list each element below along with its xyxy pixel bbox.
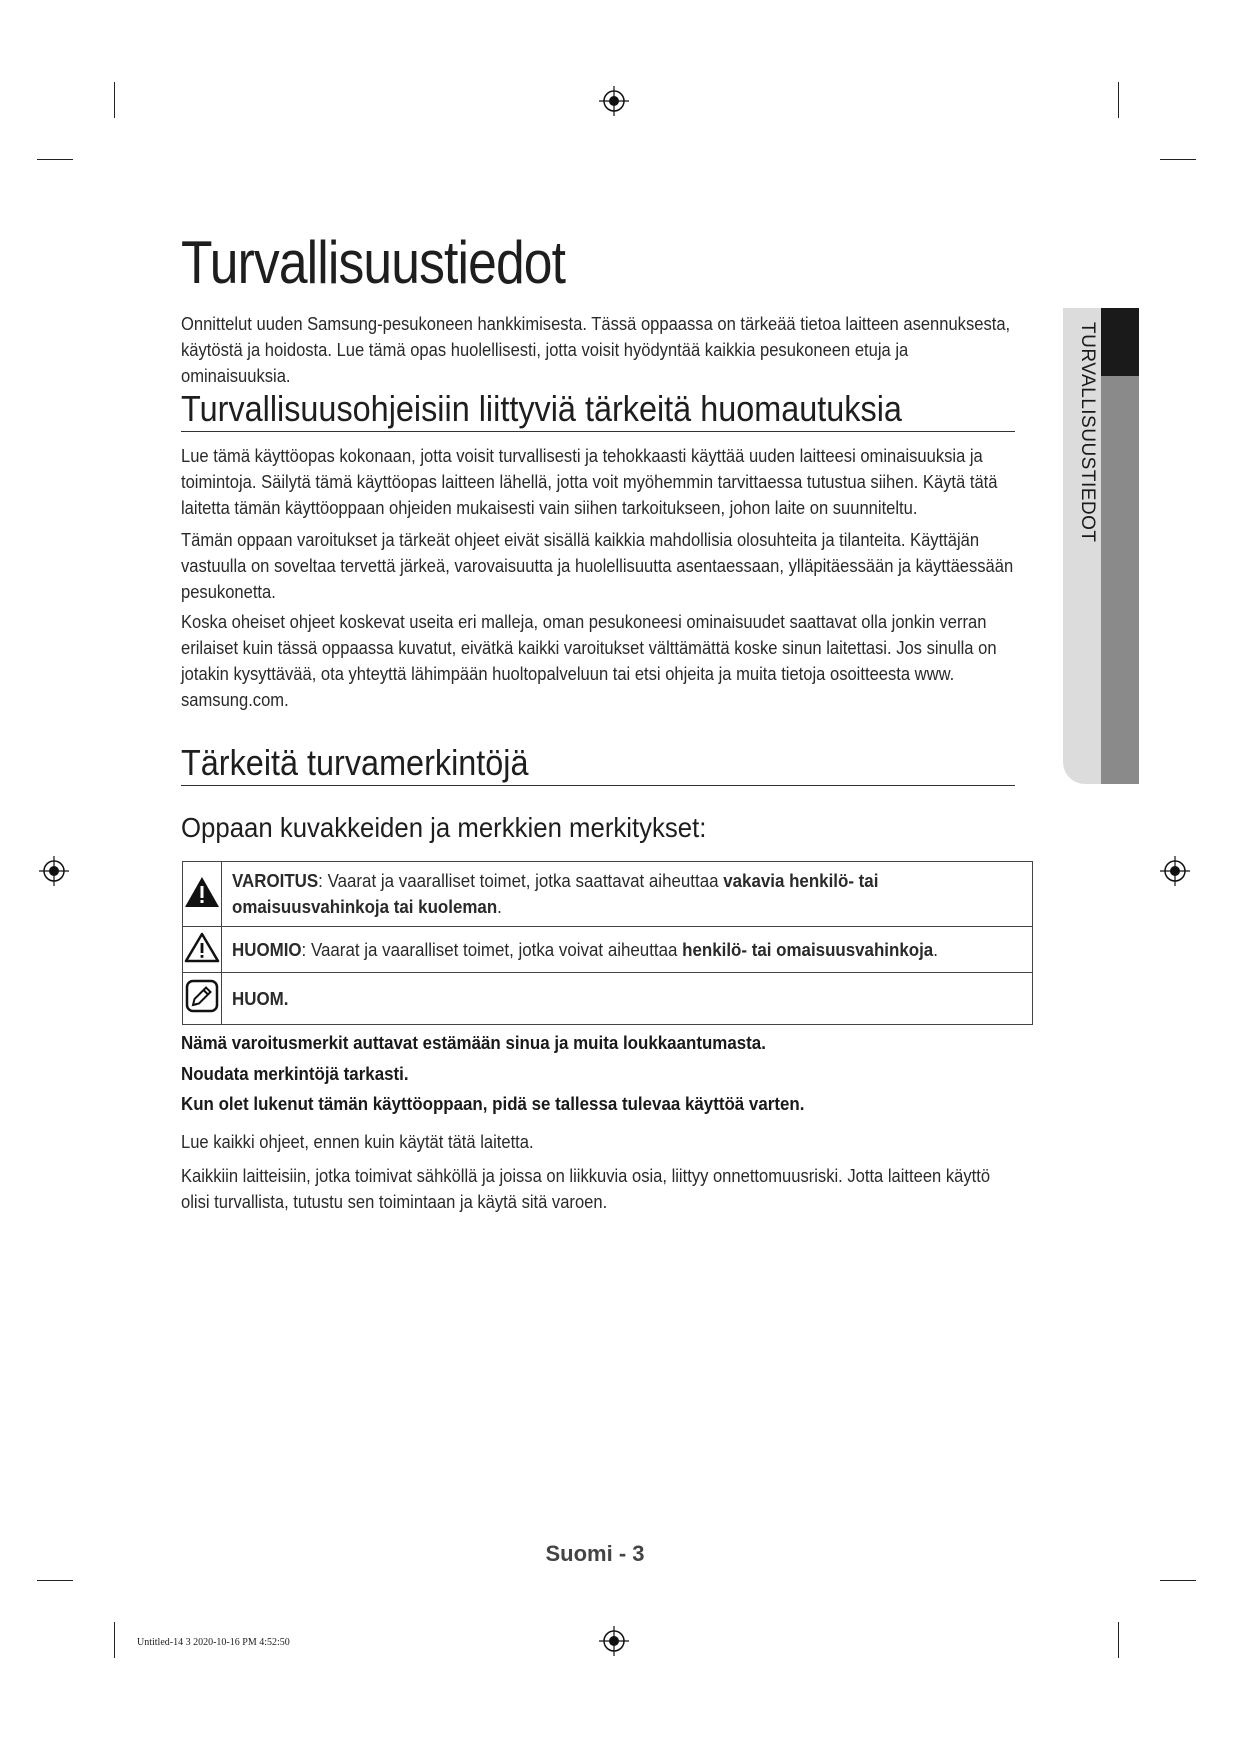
bold-notice: Noudata merkintöjä tarkasti. [181, 1064, 409, 1084]
caution-term: HUOMIO [232, 939, 302, 960]
subheading-symbol-meanings: Oppaan kuvakkeiden ja merkkien merkitykset: [181, 812, 707, 843]
registration-mark-icon [599, 1626, 629, 1656]
registration-mark-icon [1160, 856, 1190, 886]
caution-strong-text: henkilö- tai omaisuusvahinkoja [682, 939, 934, 960]
page-number: Suomi - 3 [545, 1541, 645, 1566]
print-slug: Untitled-14 3 2020-10-16 PM 4:52:50 [137, 1637, 290, 1648]
section-heading-important-notes: Turvallisuusohjeisiin liittyviä tärkeitä huomautuksia [181, 387, 1015, 432]
warning-end: . [497, 897, 502, 917]
paragraph: Tämän oppaan varoitukset ja tärkeät ohjeet eivät sisällä kaikkia mahdollisia olosuhteita ja tilanteita. Käyttäjän vastuulla on soveltaa tervettä järkeä, varovaisuutta ja huolellisuutta asentaessaan, ylläpitäessään ja käyttäessään pesukonetta. [181, 530, 1014, 602]
intro-paragraph: Onnittelut uuden Samsung-pesukoneen hankkimisesta. Tässä oppaassa on tärkeää tietoa laitteen asennuksesta, käytöstä ja hoidosta. Lue tämä opas huolellisesti, jotta voisit hyödyntää kaikkia pesukoneen etuja ja ominaisuuksia. [181, 314, 1011, 386]
paragraph: Lue kaikki ohjeet, ennen kuin käytät tätä laitetta. [181, 1132, 534, 1152]
crop-mark [1160, 1580, 1196, 1581]
paragraph: Lue tämä käyttöopas kokonaan, jotta voisit turvallisesti ja tehokkaasti käyttää uuden laitteesi ominaisuuksia ja toimintoja. Säilytä tämä käyttöopas laitteen lähellä, jotta voit myöhemmin tarvittaessa tutustua siihen. Käytä tätä laitetta tämän käyttöoppaan ohjeiden mukaisesti vain siihen tarkoitukseen, johon laite on suunniteltu. [181, 446, 998, 518]
symbols-table [182, 861, 1033, 1025]
crop-mark [1118, 1622, 1119, 1658]
caution-end: . [933, 939, 938, 960]
warning-text: : Vaarat ja vaaralliset toimet, jotka saattavat aiheuttaa [318, 871, 724, 891]
note-pencil-icon [184, 978, 220, 1014]
crop-mark [37, 1580, 73, 1581]
crop-mark [114, 82, 115, 118]
table-row-warning [183, 862, 1033, 927]
section-heading-safety-symbols: Tärkeitä turvamerkintöjä [181, 741, 1015, 786]
crop-mark [114, 1622, 115, 1658]
note-term: HUOM. [232, 988, 289, 1009]
bold-notice: Kun olet lukenut tämän käyttöoppaan, pidä se tallessa tulevaa käyttöä varten. [181, 1094, 805, 1114]
warning-filled-icon [183, 875, 221, 909]
side-tab-bar [1101, 376, 1139, 784]
registration-mark-icon [599, 86, 629, 116]
table-row-note [183, 973, 1033, 1025]
side-tab-label: TURVALLISUUSTIEDOT [1077, 322, 1098, 543]
crop-mark [1118, 82, 1119, 118]
page-title: Turvallisuustiedot [181, 229, 566, 296]
bold-notice: Nämä varoitusmerkit auttavat estämään sinua ja muita loukkaantumasta. [181, 1033, 766, 1053]
paragraph: Koska oheiset ohjeet koskevat useita eri malleja, oman pesukoneesi ominaisuudet saattavat olla jonkin verran erilaiset kuin tässä oppaassa kuvatut, eivätkä kaikki varoitukset välttämättä koske sinun laitettasi. Jos sinulla on jotakin kysyttävää, ota yhteyttä lähimpään huoltopalveluun tai etsi ohjeita ja muita tietoja osoitteesta www. samsung.com. [181, 612, 997, 710]
warning-strong-text: vakavia henkilö- tai omaisuusvahinkoja tai kuoleman [232, 871, 879, 917]
caution-text: : Vaarat ja vaaralliset toimet, jotka voivat aiheuttaa [301, 939, 683, 960]
paragraph: Kaikkiin laitteisiin, jotka toimivat sähköllä ja joissa on liikkuvia osia, liittyy onnettomuusriski. Jotta laitteen käyttö olisi turvallista, tutustu sen toimintaan ja käytä sitä varoen. [181, 1166, 991, 1212]
crop-mark [37, 159, 73, 160]
table-row-caution [183, 927, 1033, 973]
side-tab-marker [1101, 308, 1139, 376]
crop-mark [1160, 159, 1196, 160]
registration-mark-icon [39, 856, 69, 886]
caution-outline-icon [183, 931, 221, 963]
warning-term: VAROITUS [232, 871, 319, 891]
